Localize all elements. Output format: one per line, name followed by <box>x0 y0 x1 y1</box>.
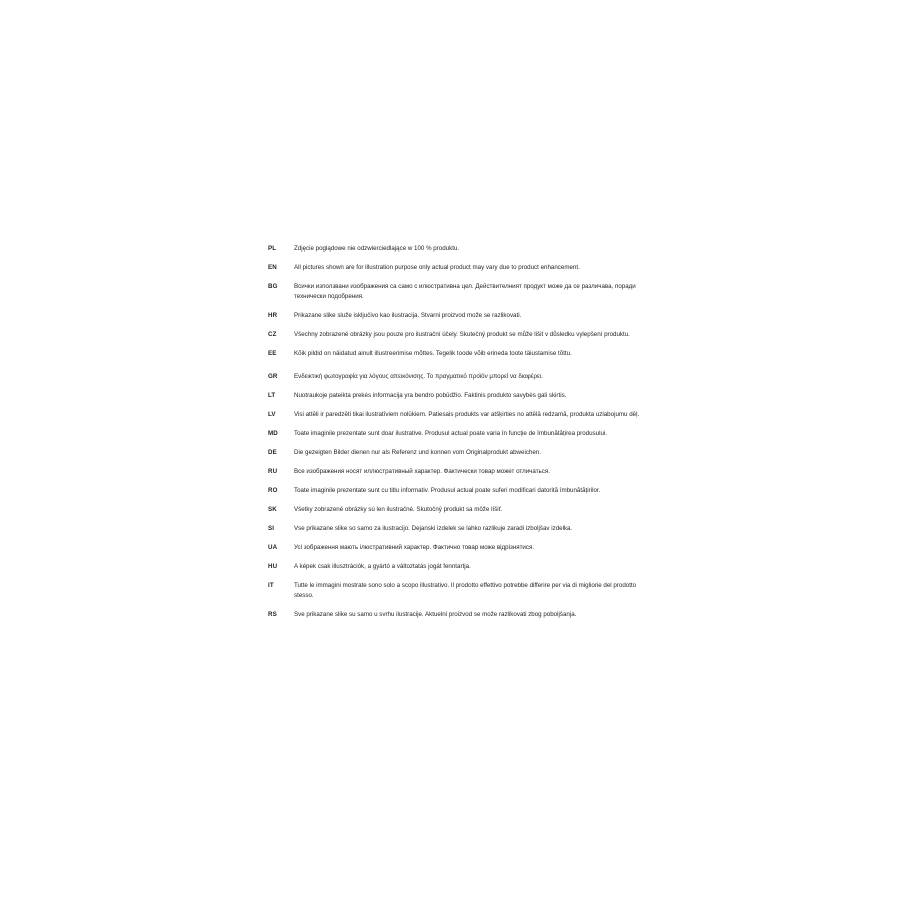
language-code: MD <box>268 430 278 437</box>
language-row <box>268 543 668 553</box>
language-row <box>268 429 668 439</box>
language-text: Toate imaginile prezentate sunt cu titlu informativ. Produsul actual poate suferi modificari datorită îmbunătățirilor. <box>294 487 601 494</box>
language-text: Visi attēli ir paredzēti tikai ilustratīviem nolūkiem. Patiesais produkts var atšķirties no attēlā redzamā, produkta uzlabojumu dēļ. <box>294 411 640 418</box>
disclaimer-block <box>268 244 668 629</box>
language-code: PL <box>268 245 277 252</box>
language-row <box>268 330 668 340</box>
language-row <box>268 263 668 273</box>
language-text: Všechny zobrazené obrázky jsou pouze pro ilustrační účely. Skutečný produkt se může lišit v důsledku vylepšení produktu. <box>294 331 630 338</box>
language-code: UA <box>268 544 278 551</box>
language-row <box>268 282 668 302</box>
language-row <box>268 505 668 515</box>
language-text: Всички използвани изображения са само с илюстративна цел. Действителният продукт може да се различава, поради технически подобрения. <box>294 283 636 300</box>
language-text: Усі зображення мають ілюстративний характер. Фактично товар може відрізнятися. <box>294 544 535 551</box>
language-code: EN <box>268 264 277 271</box>
language-code: IT <box>268 582 274 589</box>
language-row <box>268 524 668 534</box>
language-text: Die gezeigten Bilder dienen nur als Referenz und konnen vom Originalprodukt abweichen. <box>294 449 541 456</box>
language-code: RU <box>268 468 278 475</box>
language-code: RS <box>268 611 277 618</box>
language-code: BG <box>268 283 278 290</box>
language-row <box>268 467 668 477</box>
language-text: Prikazane slike služe isključivo kao ilustracija. Stvarni proizvod može se razlikovati. <box>294 312 522 319</box>
language-code: CZ <box>268 331 277 338</box>
language-code: RO <box>268 487 278 494</box>
language-text: Nuotraukoje pateikta prekės informacija yra bendro pobūdžio. Faktinis produkto savybės gali skirtis. <box>294 392 567 399</box>
language-text: Kõik pildid on näidatud ainult illustreerimise mõttes. Tegelik toode võib erineda toote täiustamise tõttu. <box>294 350 572 357</box>
language-row <box>268 410 668 420</box>
language-text: Tutte le immagini mostrate sono solo a scopo illustrativo. Il prodotto effettivo potrebbe differire per via di migliorie del prodotto stesso. <box>294 582 637 599</box>
language-row <box>268 610 668 620</box>
language-code: GR <box>268 373 278 380</box>
language-row <box>268 311 668 321</box>
language-text: All pictures shown are for illustration purpose only actual product may vary due to product enhancement. <box>294 264 580 271</box>
language-row <box>268 372 668 382</box>
language-row <box>268 486 668 496</box>
language-row <box>268 391 668 401</box>
language-code: LV <box>268 411 276 418</box>
language-code: SK <box>268 506 277 513</box>
language-code: HR <box>268 312 278 319</box>
language-code: SI <box>268 525 275 532</box>
language-text: A képek csak illusztrációk, a gyártó a változtatás jogát fenntartja. <box>294 563 471 570</box>
language-text: Vse prikazane slike so samo za ilustracijo. Dejanski izdelek se lahko razlikuje zaradi izboljšav izdelka. <box>294 525 573 532</box>
language-row <box>268 349 668 359</box>
language-text: Ενδεικτική φωτογραφία για λόγους απεικόνισης. Το πραγματικό προϊόν μπορεί να διαφέρει. <box>294 373 543 380</box>
language-text: Sve prikazane slike su samo u svrhu ilustracije. Aktuelni proizvod se može razlikovati zbog poboljšanja. <box>294 611 577 618</box>
language-row <box>268 562 668 572</box>
language-code: LT <box>268 392 276 399</box>
language-code: HU <box>268 563 278 570</box>
language-text: Všetky zobrazené obrázky sú len ilustračné. Skutočný produkt sa môže líšiť. <box>294 506 503 513</box>
language-row <box>268 448 668 458</box>
language-row <box>268 581 668 601</box>
language-code: EE <box>268 350 277 357</box>
language-row <box>268 244 668 254</box>
language-text: Toate imaginile prezentate sunt doar ilustrative. Produsul actual poate varia în funcție de îmbunătățirea produsului. <box>294 430 607 437</box>
language-code: DE <box>268 449 277 456</box>
language-text: Zdjęcie poglądowe nie odzwierciedlające w 100 % produktu. <box>294 245 460 252</box>
language-text: Все изображения носят иллюстративный характер. Фактически товар может отличаться. <box>294 468 550 475</box>
